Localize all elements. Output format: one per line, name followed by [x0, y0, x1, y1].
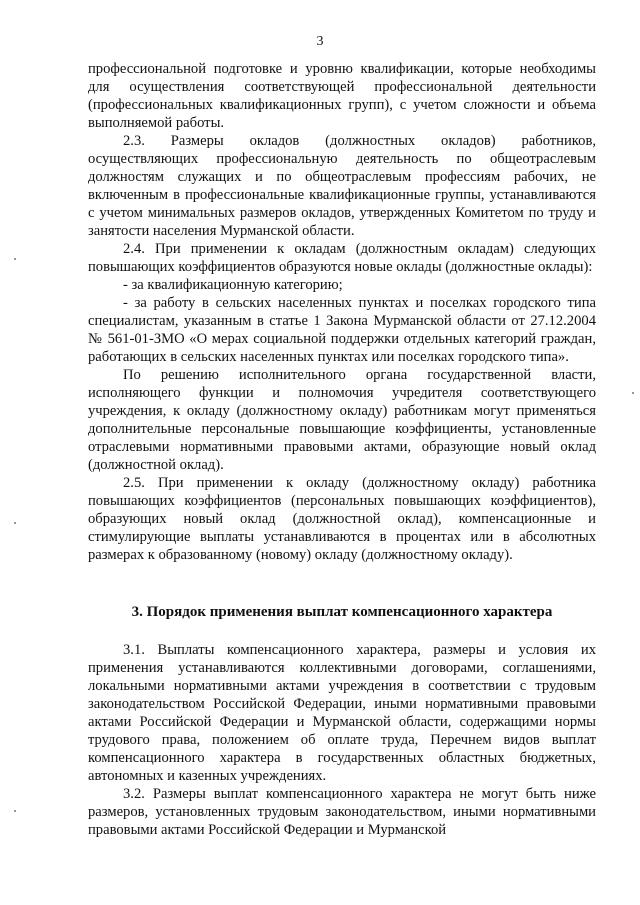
list-item-qualification: - за квалификационную категорию; — [123, 277, 343, 293]
paragraph-2-5: 2.5. При применении к окладу (должностному окладу) работника повышающих коэффициентов (персональных повышающих коэффициентов), образующих новый оклад (должностной оклад), компенсационные и стимулирующие выплаты устанавливаются в процентах или в абсолютных размерах к образованному (новому) окладу (должностному окладу). — [88, 475, 596, 563]
section-3-title: 3. Порядок применения выплат компенсационного характера — [131, 604, 553, 620]
document-body — [88, 60, 596, 564]
list-item-rural-work: - за работу в сельских населенных пунктах и поселках городского типа специалистам, указанным в статье 1 Закона Мурманской области от 27.12.2004 № 561-01-ЗМО «О мерах социальной поддержки отдельных категорий граждан, работающих в сельских населенных пунктах или поселках городского типа». — [88, 295, 596, 365]
page-number: 3 — [316, 34, 324, 49]
scan-speck — [632, 392, 634, 394]
scan-speck — [14, 810, 16, 812]
scan-speck — [14, 522, 16, 524]
paragraph-2-3: 2.3. Размеры окладов (должностных окладов) работников, осуществляющих профессиональную деятельность по общеотраслевым должностям служащих и по общеотраслевым профессиям рабочих, не включенным в профессиональные квалификационные группы, устанавливаются с учетом минимальных размеров окладов, утвержденных Комитетом по труду и занятости населения Мурманской области. — [88, 133, 596, 239]
paragraph-2-4: 2.4. При применении к окладам (должностным окладам) следующих повышающих коэффициентов образуются новые оклады (должностные оклады): — [88, 241, 596, 275]
paragraph-founder-decision: По решению исполнительного органа государственной власти, исполняющего функции и полномочия учредителя соответствующего учреждения, к окладу (должностному окладу) работникам могут применяться дополнительные персональные повышающие коэффициенты, установленные отраслевыми нормативными правовыми актами, образующие новый оклад (должностной оклад). — [88, 367, 596, 473]
paragraph-3-1: 3.1. Выплаты компенсационного характера, размеры и условия их применения устанавливаются коллективными договорами, соглашениями, локальными нормативными актами учреждения в соответствии с трудовым законодательством Российской Федерации, иными нормативными правовыми актами Российской Федерации и Мурманской области, содержащими нормы трудового права, положением об оплате труда, Перечнем видов выплат компенсационного характера в государственных областных бюджетных, автономных и казенных учреждениях. — [88, 642, 596, 784]
section-3-body — [88, 641, 596, 839]
scan-speck — [14, 258, 16, 260]
paragraph-continuation: профессиональной подготовке и уровню квалификации, которые необходимы для осуществления соответствующей профессиональной деятельности (профессиональных квалификационных групп), с учетом сложности и объема выполняемой работы. — [88, 61, 596, 131]
paragraph-3-2: 3.2. Размеры выплат компенсационного характера не могут быть ниже размеров, установленных трудовым законодательством, иными нормативными правовыми актами Российской Федерации и Мурманской — [88, 786, 596, 838]
